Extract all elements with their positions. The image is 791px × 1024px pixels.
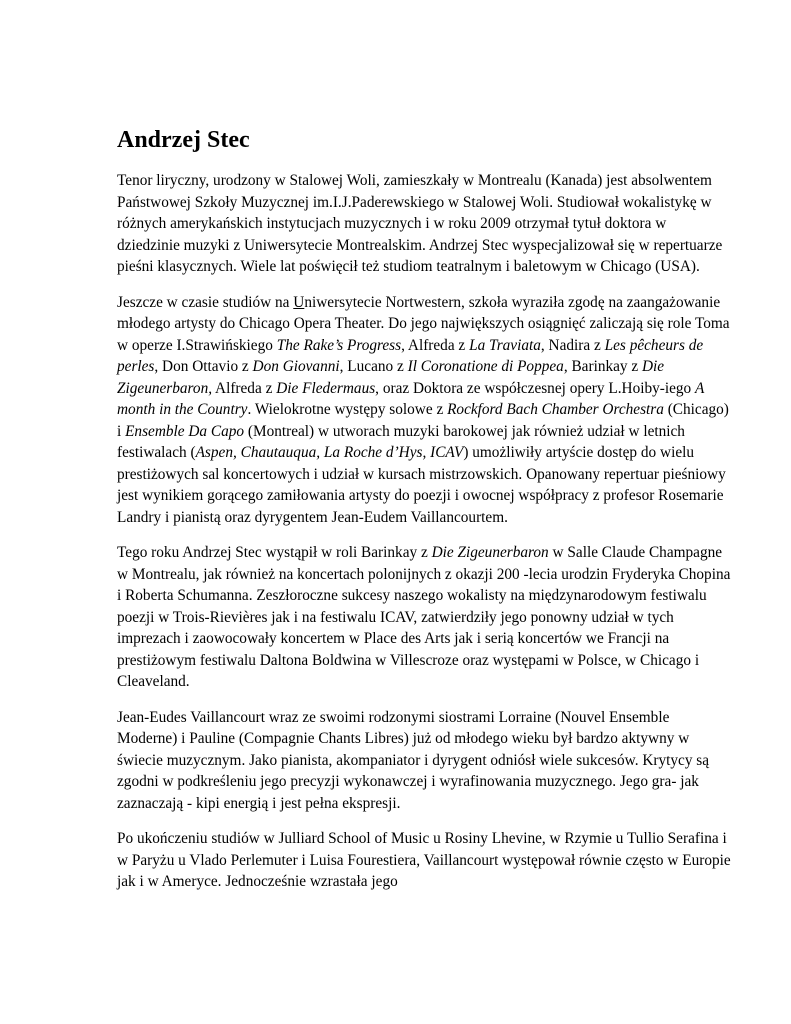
text-run: Po ukończeniu studiów w Julliard School of Music u Rosiny Lhevine, w Rzymie u Tullio Serafina i w Paryżu u Vlado Perlemuter i Luisa Fourestiera, Vaillancourt występował równie często w Europie jak i w Ameryce. Jednocześnie wzrastała jego	[117, 830, 731, 890]
text-run: Jeszcze w czasie studiów na	[117, 293, 294, 311]
text-run: . Wielokrotne występy solowe z	[247, 401, 448, 418]
paragraph-3	[117, 542, 731, 693]
italic-text-run: La Traviata	[469, 336, 541, 354]
paragraph-5	[117, 828, 731, 893]
text-run: Tego roku Andrzej Stec wystąpił w roli Barinkay z	[117, 544, 432, 561]
document-title: Andrzej Stec	[117, 127, 250, 153]
paragraph-1	[117, 170, 731, 278]
text-run: Jean-Eudes Vaillancourt wraz ze swoimi rodzonymi siostrami Lorraine (Nouvel Ensemble Moderne) i Pauline (Compagnie Chants Libres) już od młodego wieku był bardzo aktywny w świecie muzycznym. Jako pianista, akompaniator i dyrygent odniósł wiele sukcesów. Krytycy są zgodni w podkreśleniu jego precyzji wykonawczej i wyrafinowania muzycznego. Jego gra- jak zaznaczają - kipi energią i jest pełna ekspresji.	[117, 708, 710, 812]
italic-text-run: Aspen, Chautauqua, La Roche d’Hys, ICAV	[195, 444, 464, 461]
italic-text-run: Don Giovanni	[252, 358, 340, 375]
italic-text-run: Les pêcheurs de perles	[117, 336, 704, 375]
text-run: , Lucano z	[339, 358, 408, 375]
underlined-text-run: U	[293, 293, 305, 311]
italic-text-run: Il Coronatione di Poppea	[407, 358, 564, 375]
italic-text-run: The Rake’s Progress	[276, 336, 402, 354]
text-run: , Barinkay z	[563, 358, 642, 375]
text-run: , oraz Doktora ze współczesnej opery L.Hoiby-iego	[375, 379, 696, 397]
text-run: , Don Ottavio z	[154, 358, 253, 375]
italic-text-run: Ensemble Da Capo	[125, 422, 245, 440]
paragraph-4	[117, 707, 731, 815]
italic-text-run: Die Zigeunerbaron	[431, 544, 549, 561]
text-run: ) umożliwiły artyście dostęp do wielu prestiżowych sal koncertowych i udział w kursach mistrzowskich. Opanowany repertuar pieśniowy jest wynikiem gorącego zamiłowania artysty do poezji i owocnej współpracy z profesor Rosemarie Landry i pianistą oraz dyrygentem Jean-Eudem Vaillancourtem.	[117, 444, 726, 526]
text-run: , Alfreda z	[401, 336, 470, 354]
text-run: niwersytecie Nortwestern, szkoła wyraziła zgodę na zaangażowanie młodego artysty do Chicago Opera Theater. Do jego największych osiągnięć zaliczają się role Toma w operze I.Strawińskiego	[117, 293, 730, 354]
italic-text-run: A month in the Country	[117, 379, 705, 418]
text-run: (Montreal) w utworach muzyki barokowej jak również udział w letnich festiwalach (	[117, 422, 685, 461]
text-run: Tenor liryczny, urodzony w Stalowej Woli, zamieszkały w Montrealu (Kanada) jest absolwentem Państwowej Szkoły Muzycznej im.I.J.Paderewskiego w Stalowej Woli. Studiował wokalistykę w różnych amerykańskich instytucjach muzycznych i w roku 2009 otrzymał tytuł doktora w dziedzinie muzyki z Uniwersytecie Montrealskim. Andrzej Stec wyspecjalizował się w repertuarze pieśni klasycznych. Wiele lat poświęcił też studiom teatralnym i baletowym w Chicago (USA).	[117, 172, 723, 275]
text-run: w Salle Claude Champagne w Montrealu, jak również na koncertach polonijnych z okazji 200 -lecia urodzin Fryderyka Chopina i Roberta Schumanna. Zeszłoroczne sukcesy naszego wokalisty na międzynarodowym festiwalu poezji w Trois-Rievières jak i na festiwalu ICAV, zatwierdziły jego ponowny udział w tych imprezach i zaowocowały koncertem w Place des Arts jak i serią koncertów we Francji na prestiżowym festiwalu Daltona Boldwina w Villescroze oraz występami w Polsce, w Chicago i Cleaveland.	[117, 544, 731, 690]
italic-text-run: Die Zigeunerbaron,	[117, 358, 665, 397]
text-run: (Chicago) i	[117, 401, 729, 440]
text-run: Alfreda z	[212, 379, 277, 397]
italic-text-run: Die Fledermaus	[276, 379, 376, 397]
text-run: , Nadira z	[540, 336, 605, 354]
paragraph-2	[117, 292, 731, 529]
italic-text-run: Rockford Bach Chamber Orchestra	[447, 401, 664, 418]
